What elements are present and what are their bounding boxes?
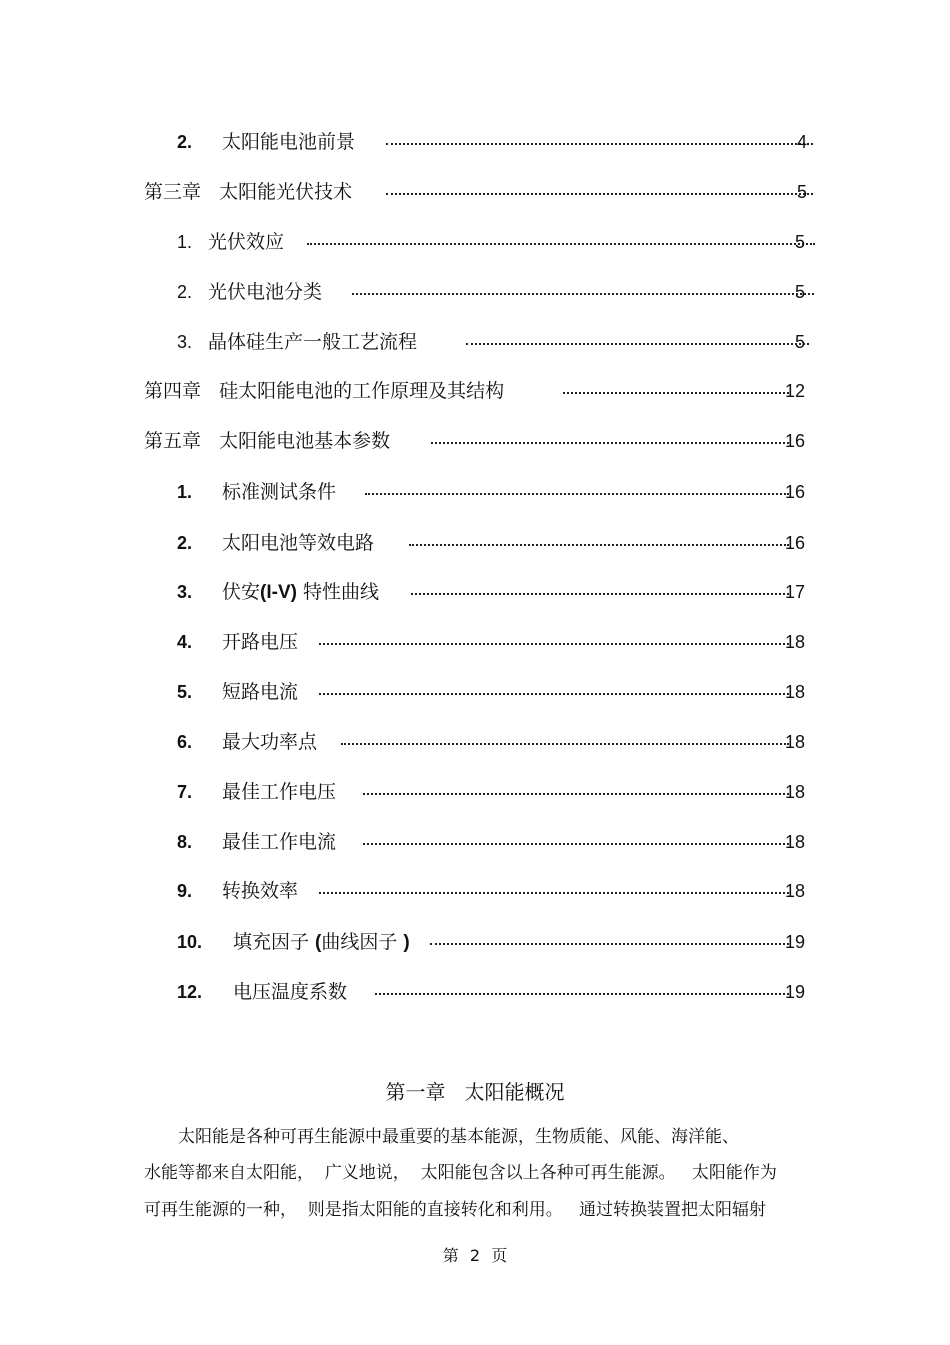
toc-entry[interactable] [0,827,950,857]
toc-entry-page: 19 [785,982,806,1002]
toc-entry-number: 12. [177,982,203,1002]
toc-entry[interactable] [0,927,950,957]
toc-leader-dots [386,143,813,145]
toc-entry-page: 4 [797,132,808,152]
chapter-title: 第一章 太阳能概况 [385,1080,565,1104]
toc-entry[interactable] [0,577,950,607]
toc-entry-number: 5. [177,682,193,702]
toc-entry-page: 5 [795,282,806,302]
toc-entry-title-part: 特性曲线 [296,581,379,603]
toc-entry[interactable] [0,677,950,707]
toc-entry[interactable] [0,426,950,456]
toc-entry-title-part: 伏安 [222,581,261,603]
toc-entry-title: 第三章 太阳能光伏技术 [144,181,353,203]
toc-entry-page: 5 [795,232,806,252]
paragraph-line: 水能等都来自太阳能， 广义地说， 太阳能包含以上各种可再生能源。 太阳能作为 [144,1163,777,1183]
toc-entry-title: 最大功率点 [222,731,318,753]
toc-entry-page: 12 [785,381,806,401]
toc-leader-dots [307,243,815,245]
toc-leader-dots [409,544,789,546]
toc-entry-number: 9. [177,881,193,901]
toc-entry[interactable] [0,627,950,657]
toc-entry-number: 2. [177,282,193,302]
toc-entry-title: 第五章 太阳能电池基本参数 [144,430,391,452]
toc-entry[interactable] [0,876,950,906]
toc-entry[interactable] [0,227,950,257]
toc-entry[interactable] [0,477,950,507]
toc-entry-number: 1. [177,232,193,252]
toc-entry[interactable] [0,727,950,757]
toc-leader-dots [430,943,789,945]
toc-entry-number: 3. [177,582,193,602]
toc-entry-number: 1. [177,482,193,502]
toc-entry-number: 6. [177,732,193,752]
toc-leader-dots [363,843,789,845]
toc-entry-title: 第四章 硅太阳能电池的工作原理及其结构 [144,380,505,402]
toc-entry-title: 转换效率 [222,880,299,902]
toc-leader-dots [319,693,789,695]
toc-entry-title-bold: ( [315,932,322,953]
toc-entry[interactable] [0,376,950,406]
toc-leader-dots [386,193,813,195]
toc-entry-title: 晶体硅生产一般工艺流程 [208,331,418,353]
toc-entry[interactable] [0,127,950,157]
toc-entry-page: 18 [785,832,806,852]
toc-leader-dots [319,643,789,645]
toc-entry[interactable] [0,327,950,357]
toc-entry-page: 5 [795,332,806,352]
toc-entry-page: 18 [785,632,806,652]
toc-entry-number: 3. [177,332,193,352]
toc-entry-number: 2. [177,132,193,152]
toc-leader-dots [411,593,789,595]
toc-entry-title-bold: (I-V) [260,582,297,603]
toc-entry-title: 短路电流 [222,681,299,703]
toc-entry-page: 17 [785,582,806,602]
toc-entry-page: 16 [785,533,806,553]
toc-entry-title: 标准测试条件 [222,481,337,503]
toc-entry[interactable] [0,977,950,1007]
toc-entry-page: 5 [797,182,808,202]
paragraph-line: 太阳能是各种可再生能源中最重要的基本能源，生物质能、风能、海洋能、 [178,1127,739,1147]
page-footer [0,1244,950,1268]
toc-entry-number: 2. [177,533,193,553]
toc-leader-dots [319,892,789,894]
toc-entry-title [233,927,410,958]
page-footer-suffix: 页 [491,1246,508,1265]
toc-leader-dots [352,293,814,295]
toc-leader-dots [363,793,789,795]
toc-leader-dots [466,343,809,345]
toc-entry-title: 最佳工作电压 [222,781,337,803]
toc-entry-title-part: 曲线因子 [321,931,404,953]
toc-entry-title: 光伏电池分类 [208,281,323,303]
toc-entry[interactable] [0,777,950,807]
toc-entry-title: 电压温度系数 [233,981,348,1003]
toc-entry[interactable] [0,277,950,307]
toc-entry-page: 18 [785,732,806,752]
toc-entry-title: 太阳电池等效电路 [222,532,375,554]
toc-entry-number: 8. [177,832,193,852]
toc-entry-number: 7. [177,782,193,802]
toc-entry-page: 18 [785,782,806,802]
paragraph-line: 可再生能源的一种， 则是指太阳能的直接转化和利用。 通过转换装置把太阳辐射 [144,1200,767,1220]
toc-entry-title-bold: ) [403,932,410,953]
toc-leader-dots [365,493,789,495]
page-footer-prefix: 第 [442,1246,459,1265]
toc-entry-title-part: 填充因子 [233,931,316,953]
toc-entry[interactable] [0,177,950,207]
toc-entry-title: 太阳能电池前景 [222,131,356,153]
toc-entry-number: 4. [177,632,193,652]
toc-entry-title: 光伏效应 [208,231,285,253]
toc-entry-page: 18 [785,682,806,702]
toc-entry-page: 16 [785,431,806,451]
toc-entry-page: 16 [785,482,806,502]
toc-leader-dots [431,442,789,444]
page-number: 2 [469,1246,481,1265]
toc-entry-title: 最佳工作电流 [222,831,337,853]
toc-entry[interactable] [0,528,950,558]
toc-entry-title: 开路电压 [222,631,299,653]
toc-leader-dots [341,743,789,745]
toc-entry-title [222,577,379,608]
toc-entry-number: 10. [177,932,203,952]
toc-leader-dots [375,993,789,995]
toc-entry-page: 19 [785,932,806,952]
toc-entry-page: 18 [785,881,806,901]
toc-leader-dots [563,392,789,394]
